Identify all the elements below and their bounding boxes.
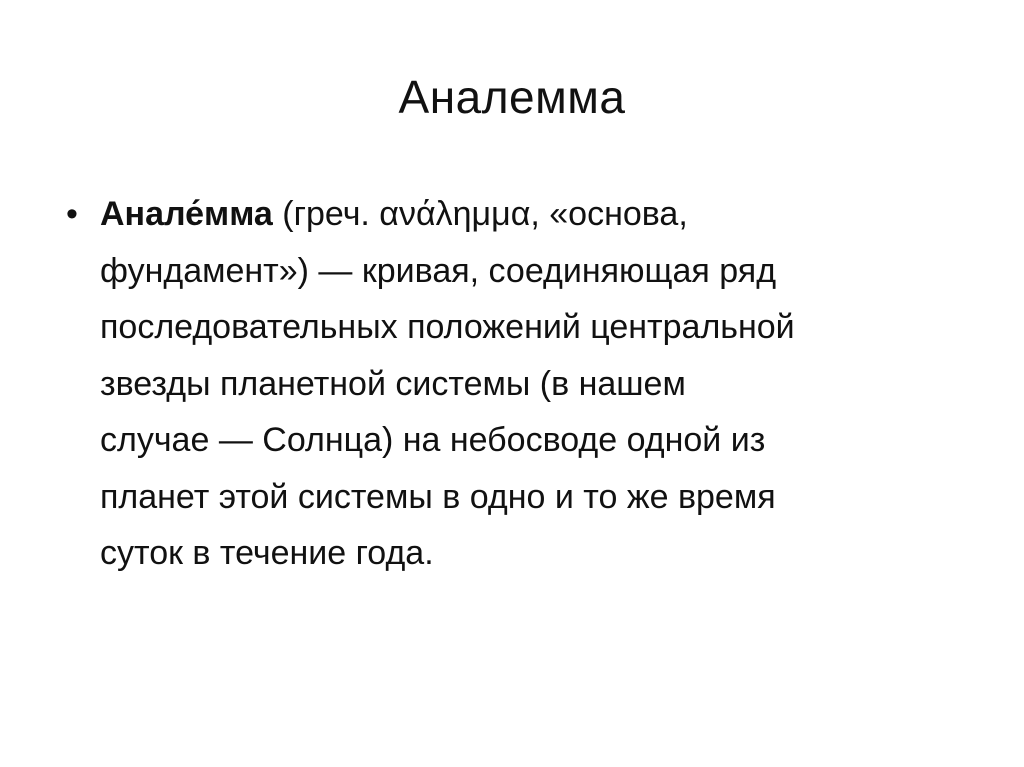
slide-title: Аналемма bbox=[398, 71, 626, 123]
definition-line-1 bbox=[100, 186, 962, 243]
bullet-list bbox=[62, 186, 962, 582]
definition-line-5: случае — Солнца) на небосводе одной из bbox=[100, 421, 766, 459]
definition-line-4: звезды планетной системы (в нашем bbox=[100, 364, 686, 403]
bullet-icon: • bbox=[66, 195, 78, 233]
definition-text-start: (греч. ανάλημμα, «основа, bbox=[272, 195, 688, 233]
definition-line-2: фундамент») — кривая, соединяющая ряд bbox=[100, 251, 777, 290]
definition-line-6: планет этой системы в одно и то же время bbox=[100, 477, 776, 516]
definition-line-7: суток в течение года. bbox=[100, 534, 434, 572]
defined-term: Анале́мма bbox=[100, 195, 273, 233]
definition-line-3: последовательных положений центральной bbox=[100, 308, 795, 346]
bullet-item-analemma-definition bbox=[62, 186, 962, 582]
